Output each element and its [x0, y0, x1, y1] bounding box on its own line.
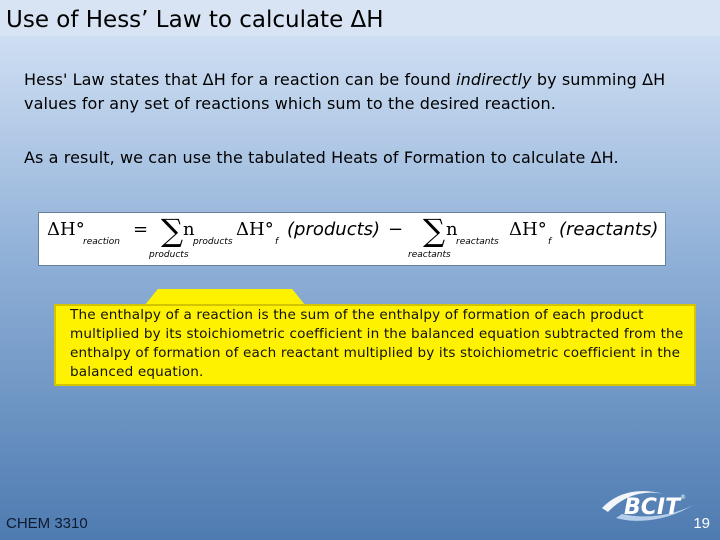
- paragraph-hess-law-part-1: Hess' Law states that ΔH for a reaction can be found: [24, 70, 457, 89]
- n-reactants: n: [446, 219, 458, 240]
- sum-reactants-symbol: ∑: [423, 213, 446, 249]
- delta-h-reaction: ΔH°: [47, 219, 85, 240]
- minus-sign: −: [388, 219, 404, 240]
- delta-hf-products: ΔH°: [236, 219, 274, 240]
- course-code: CHEM 3310: [6, 515, 88, 532]
- delta-hf-reactants: ΔH°: [509, 219, 547, 240]
- f-subscript-products: f: [275, 237, 279, 247]
- equals-sign: =: [133, 219, 149, 240]
- explanatory-note: The enthalpy of a reaction is the sum of the enthalpy of formation of each product multiplied by its stoichiometric coefficient in the balanced equation subtracted from the enthalpy of formation of each reactant multiplied by its stoichiometric coefficient in the balanced equation.: [70, 307, 684, 380]
- paragraph-hess-law: [24, 68, 704, 116]
- hess-equation: [39, 213, 665, 265]
- f-subscript-reactants: f: [548, 237, 552, 247]
- sum-products-label: products: [149, 250, 189, 260]
- sum-reactants-label: reactants: [408, 250, 451, 260]
- slide-title: Use of Hess’ Law to calculate ΔH: [6, 7, 384, 33]
- paragraph-hess-law-emphasis: indirectly: [456, 70, 532, 89]
- note-pointer-tab: [145, 289, 305, 305]
- slide-number: 19: [693, 515, 710, 532]
- reactants-subscript: reactants: [456, 237, 499, 247]
- bcit-logo: [598, 486, 708, 528]
- svg-text:®: ®: [680, 494, 686, 501]
- sum-products-symbol: ∑: [161, 213, 184, 249]
- products-term: (products): [287, 219, 381, 240]
- n-products: n: [183, 219, 195, 240]
- products-subscript: products: [193, 237, 233, 247]
- svg-text:BCIT: BCIT: [624, 495, 681, 520]
- paragraph-heats-of-formation: As a result, we can use the tabulated Heats of Formation to calculate ΔH.: [24, 148, 619, 167]
- reaction-subscript: reaction: [83, 237, 120, 247]
- reactants-term: (reactants): [559, 219, 659, 240]
- equation-box: [38, 212, 666, 266]
- paragraph-hess-law-part-2: by summing ΔH values for any set of reactions which sum to the desired reaction.: [24, 70, 666, 113]
